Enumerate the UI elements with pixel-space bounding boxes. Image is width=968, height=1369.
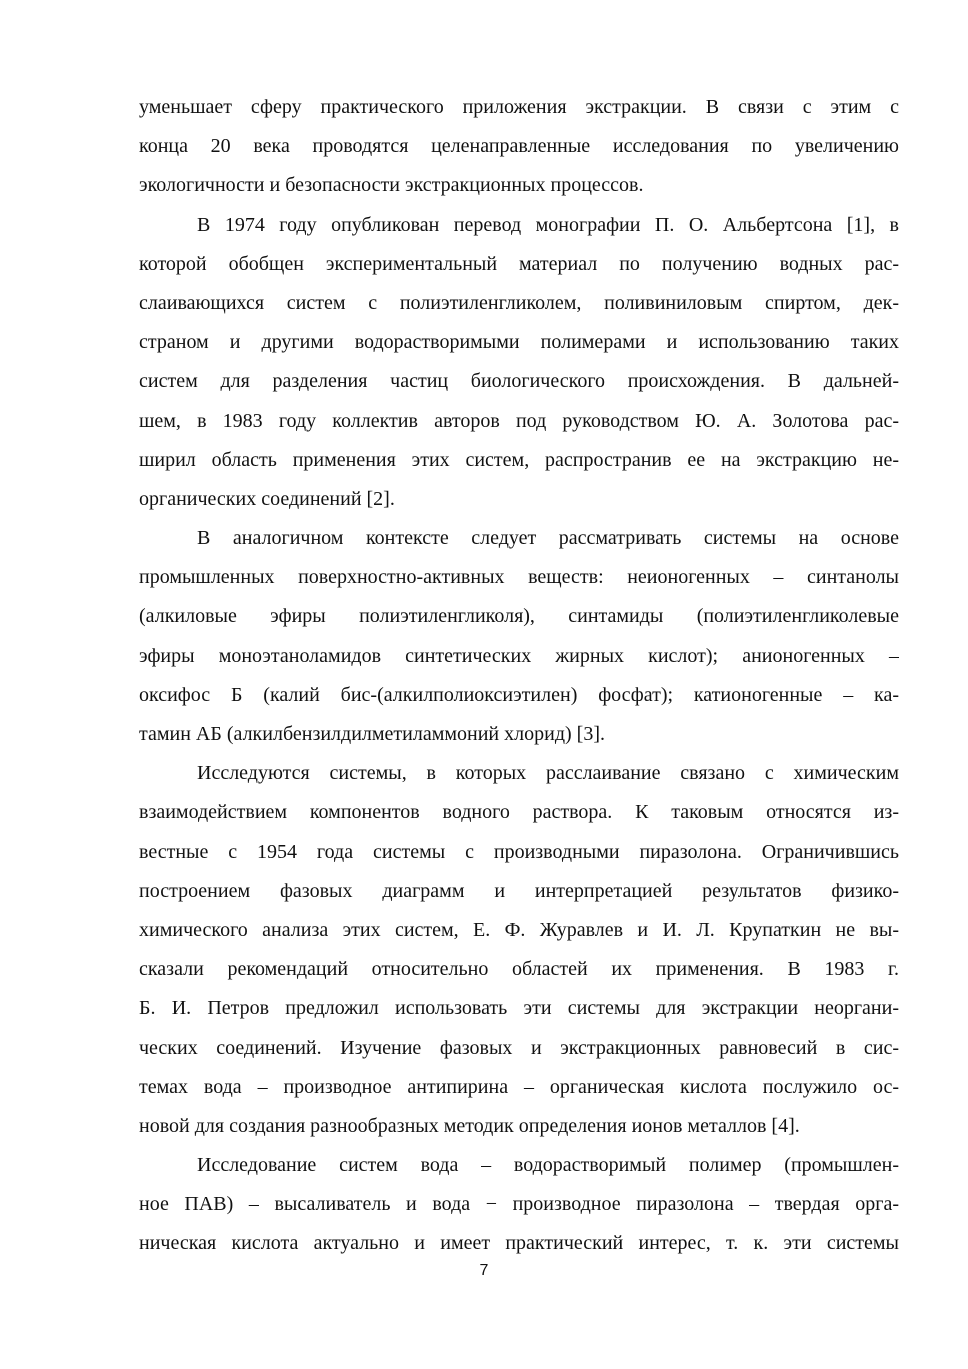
text-line: страном и другими водорастворимыми полимерами и использованию таких bbox=[139, 331, 899, 354]
paragraph-start-line: В 1974 году опубликован перевод монографии П. О. Альбертсона [1], в bbox=[197, 213, 899, 236]
text-line: ширил область применения этих систем, распространив ее на экстракцию не- bbox=[139, 448, 899, 471]
text-line: слаивающихся систем с полиэтиленгликолем, поливиниловым спиртом, дек- bbox=[139, 291, 899, 314]
text-line: конца 20 века проводятся целенаправленные исследования по увеличению bbox=[139, 135, 899, 158]
text-line: взаимодействием компонентов водного раствора. К таковым относятся из- bbox=[139, 801, 899, 824]
paragraph-start-line: Исследуются системы, в которых расслаивание связано с химическим bbox=[197, 762, 899, 785]
text-line: эфиры моноэтаноламидов синтетических жирных кислот); анионогенных – bbox=[139, 644, 899, 667]
text-line: сказали рекомендаций относительно областей их применения. В 1983 г. bbox=[139, 958, 899, 981]
text-line: ническая кислота актуально и имеет практический интерес, т. к. эти системы bbox=[139, 1232, 899, 1255]
text-line: Б. И. Петров предложил использовать эти системы для экстракции неоргани- bbox=[139, 997, 899, 1020]
text-line: ное ПАВ) – высаливатель и вода − производное пиразолона – твердая орга- bbox=[139, 1193, 899, 1216]
text-line: новой для создания разнообразных методик определения ионов металлов [4]. bbox=[139, 1114, 800, 1137]
text-line: темах вода – производное антипирина – органическая кислота послужило ос- bbox=[139, 1075, 899, 1098]
text-line: оксифос Б (калий бис-(алкилполиоксиэтилен) фосфат); катионогенные – ка- bbox=[139, 683, 899, 706]
text-line: (алкиловые эфиры полиэтиленгликоля), синтамиды (полиэтиленгликолевые bbox=[139, 605, 899, 628]
text-line: построением фазовых диаграмм и интерпретацией результатов физико- bbox=[139, 879, 899, 902]
text-line: шем, в 1983 году коллектив авторов под руководством Ю. А. Золотова рас- bbox=[139, 409, 899, 432]
text-line: тамин АБ (алкилбензилдилметиламмоний хлорид) [3]. bbox=[139, 723, 605, 745]
page-number: 7 bbox=[479, 1262, 489, 1279]
text-line: органических соединений [2]. bbox=[139, 487, 395, 510]
text-line: систем для разделения частиц биологического происхождения. В дальней- bbox=[139, 370, 899, 393]
paragraph-start-line: Исследование систем вода – водорастворимый полимер (промышлен- bbox=[197, 1154, 899, 1177]
text-line: которой обобщен экспериментальный материал по получению водных рас- bbox=[139, 252, 899, 275]
text-line: ческих соединений. Изучение фазовых и экстракционных равновесий в сис- bbox=[139, 1036, 899, 1059]
text-line: экологичности и безопасности экстракционных процессов. bbox=[139, 174, 644, 197]
body-text bbox=[139, 88, 899, 1264]
text-line: химического анализа этих систем, Е. Ф. Журавлев и И. Л. Крупаткин не вы- bbox=[139, 918, 899, 941]
paragraph-start-line: В аналогичном контексте следует рассматривать системы на основе bbox=[197, 527, 899, 550]
text-line: промышленных поверхностно-активных веществ: неионогенных – синтанолы bbox=[139, 566, 899, 589]
text-line: вестные с 1954 года системы с производными пиразолона. Ограничившись bbox=[139, 840, 899, 863]
text-line: уменьшает сферу практического приложения экстракции. В связи с этим с bbox=[139, 96, 899, 118]
